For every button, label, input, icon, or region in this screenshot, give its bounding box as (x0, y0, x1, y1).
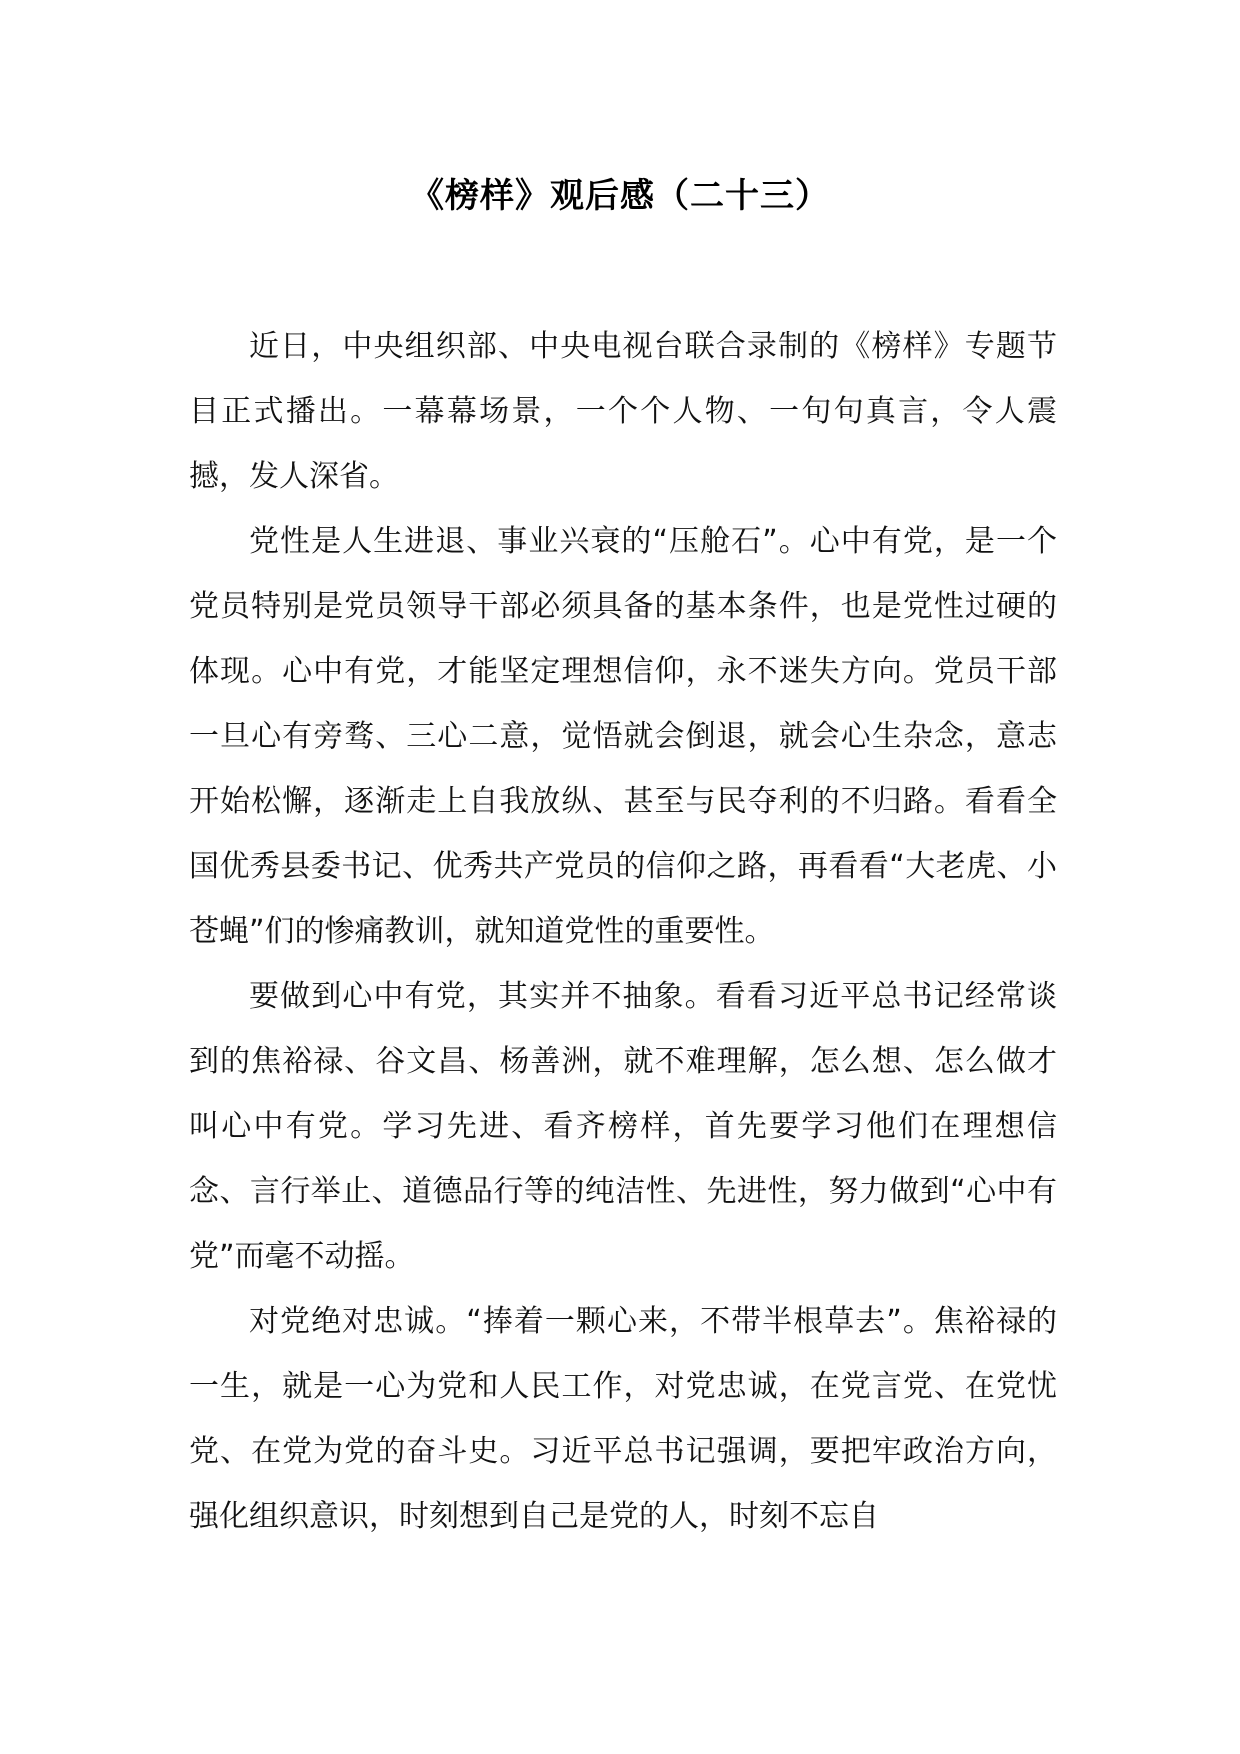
paragraph-1: 近日，中央组织部、中央电视台联合录制的《榜样》专题节目正式播出。一幕幕场景，一个个人物、一句句真言，令人震撼，发人深省。 (189, 329, 1057, 494)
paragraph-2: 党性是人生进退、事业兴衰的“压舱石”。心中有党，是一个党员特别是党员领导干部必须具备的基本条件，也是党性过硬的体现。心中有党，才能坚定理想信仰，永不迷失方向。党员干部一旦心有旁骛、三心二意，觉悟就会倒退，就会心生杂念，意志开始松懈，逐渐走上自我放纵、甚至与民夺利的不归路。看看全国优秀县委书记、优秀共产党员的信仰之路，再看看“大老虎、小苍蝇”们的惨痛教训，就知道党性的重要性。 (189, 524, 1057, 949)
paragraph-4: 对党绝对忠诚。“捧着一颗心来，不带半根草去”。焦裕禄的一生，就是一心为党和人民工作，对党忠诚，在党言党、在党忧党、在党为党的奋斗史。习近平总书记强调，要把牢政治方向，强化组织意识，时刻想到自己是党的人，时刻不忘自 (189, 1304, 1057, 1534)
paragraph-3: 要做到心中有党，其实并不抽象。看看习近平总书记经常谈到的焦裕禄、谷文昌、杨善洲，就不难理解，怎么想、怎么做才叫心中有党。学习先进、看齐榜样，首先要学习他们在理想信念、言行举止、道德品行等的纯洁性、先进性，努力做到“心中有党”而毫不动摇。 (189, 979, 1057, 1274)
document-title: 《榜样》观后感（二十三） (410, 176, 830, 216)
document-body (189, 314, 1057, 1549)
